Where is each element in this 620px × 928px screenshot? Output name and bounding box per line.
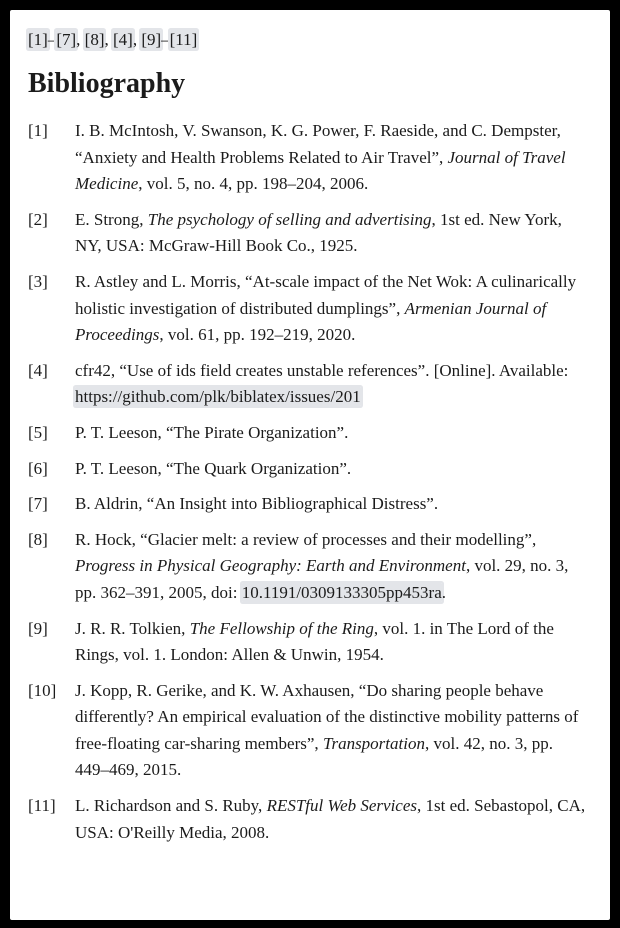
- entry-text: [75, 678, 590, 784]
- bibliography-entry: [28, 678, 590, 784]
- entry-text: [75, 358, 590, 411]
- text-segment: –: [47, 30, 57, 49]
- entry-text: [75, 491, 590, 518]
- text-segment: The psychology of selling and advertising: [147, 209, 432, 229]
- citation-ref-link[interactable]: [9]: [141, 30, 162, 49]
- entry-number: [3]: [28, 271, 48, 291]
- citation-ref-link[interactable]: [8]: [84, 30, 105, 49]
- external-link[interactable]: 10.1191/0309133305pp453ra: [241, 582, 442, 602]
- text-segment: cfr42, “Use of ids field creates unstable references”. [Online]. Available:: [75, 360, 569, 380]
- text-segment: Armenian Journal of Proceedings: [75, 298, 547, 345]
- bibliography-entry: [28, 269, 590, 349]
- text-segment: J. R. R. Tolkien,: [75, 618, 190, 638]
- bibliography-entry: [28, 491, 590, 518]
- entry-number: [1]: [28, 121, 48, 140]
- text-segment: Transportation: [322, 733, 425, 753]
- bibliography-entry: [28, 793, 590, 846]
- entry-text: [75, 793, 590, 846]
- entry-text: [75, 207, 590, 260]
- entry-text: [75, 118, 590, 198]
- entry-number: [4]: [28, 360, 48, 380]
- entry-number: [10]: [28, 680, 57, 700]
- entry-text: [75, 456, 590, 483]
- text-segment: ,: [76, 30, 85, 49]
- text-segment: B. Aldrin, “An Insight into Bibliographical Distress”.: [75, 494, 439, 514]
- bibliography-entry: [28, 118, 590, 198]
- text-segment: The Fellowship of the Ring: [189, 618, 374, 638]
- text-segment: ,: [132, 30, 142, 49]
- bibliography-entry: [28, 420, 590, 447]
- text-segment: , vol. 61, pp. 192–219, 2020.: [159, 325, 356, 345]
- entry-number: [11]: [28, 796, 56, 816]
- text-segment: P. T. Leeson, “The Quark Organization”.: [75, 458, 352, 478]
- bibliography-entry: [28, 358, 590, 411]
- citation-ref-link[interactable]: [7]: [56, 30, 77, 49]
- text-segment: , vol. 1. in The Lord of the Rings, vol. 1. London: Allen & Unwin, 1954.: [75, 618, 554, 665]
- text-segment: I. B. McIntosh, V. Swanson, K. G. Power, F. Raeside, and C. Dempster, “Anxiety and Health Problems Related to Air Travel”,: [75, 121, 561, 167]
- text-segment: L. Richardson and S. Ruby,: [75, 796, 267, 816]
- entry-number: [7]: [28, 494, 48, 514]
- entry-text: [75, 420, 590, 447]
- text-segment: –: [161, 30, 170, 49]
- citation-ref-link[interactable]: [1]: [28, 30, 48, 49]
- entry-number: [8]: [28, 529, 48, 549]
- citation-ref-link[interactable]: [4]: [112, 30, 133, 49]
- external-link[interactable]: https://github.com/plk/biblatex/issues/201: [75, 387, 361, 407]
- text-segment: P. T. Leeson, “The Pirate Organization”.: [75, 422, 349, 442]
- text-segment: R. Hock, “Glacier melt: a review of processes and their modelling”,: [75, 529, 537, 549]
- text-segment: Progress in Physical Geography: Earth and Environment: [75, 556, 466, 576]
- bibliography-heading: Bibliography: [28, 68, 186, 99]
- document-page: [10, 10, 610, 920]
- entry-text: [75, 616, 590, 669]
- entry-number: [2]: [28, 209, 48, 229]
- entry-text: [75, 527, 590, 607]
- text-segment: R. Astley and L. Morris, “At-scale impact of the Net Wok: A culinarically holistic investigation of distributed dumplings”,: [75, 271, 577, 318]
- text-segment: RESTful Web Services: [266, 796, 418, 816]
- text-segment: .: [441, 582, 447, 602]
- entry-text: [75, 269, 590, 349]
- entry-number: [9]: [28, 618, 48, 638]
- bibliography-entry: [28, 616, 590, 669]
- text-segment: , vol. 42, no. 3, pp. 449–469, 2015.: [75, 733, 553, 780]
- text-segment: , 1st ed. New York, NY, USA: McGraw-Hill Book Co., 1925.: [75, 209, 562, 256]
- text-segment: E. Strong,: [75, 209, 148, 229]
- bibliography-entry: [28, 456, 590, 483]
- text-segment: , vol. 5, no. 4, pp. 198–204, 2006.: [138, 174, 369, 194]
- text-segment: , 1st ed. Sebastopol, CA, USA: O'Reilly Media, 2008.: [75, 796, 586, 842]
- bibliography-entry: [28, 527, 590, 607]
- text-segment: J. Kopp, R. Gerike, and K. W. Axhausen, “Do sharing people behave differently? An empirical evaluation of the distinctive mobility patterns of free-floating car-sharing members”,: [75, 680, 579, 753]
- bibliography-entry: [28, 207, 590, 260]
- bibliography-list: [28, 118, 590, 846]
- text-segment: ,: [104, 30, 113, 49]
- text-segment: Journal of Travel Medicine: [75, 147, 566, 194]
- entry-number: [5]: [28, 422, 48, 442]
- citation-line: [28, 29, 590, 51]
- citation-ref-link[interactable]: [11]: [169, 30, 198, 49]
- entry-number: [6]: [28, 458, 48, 478]
- text-segment: , vol. 29, no. 3, pp. 362–391, 2005, doi:: [75, 556, 569, 602]
